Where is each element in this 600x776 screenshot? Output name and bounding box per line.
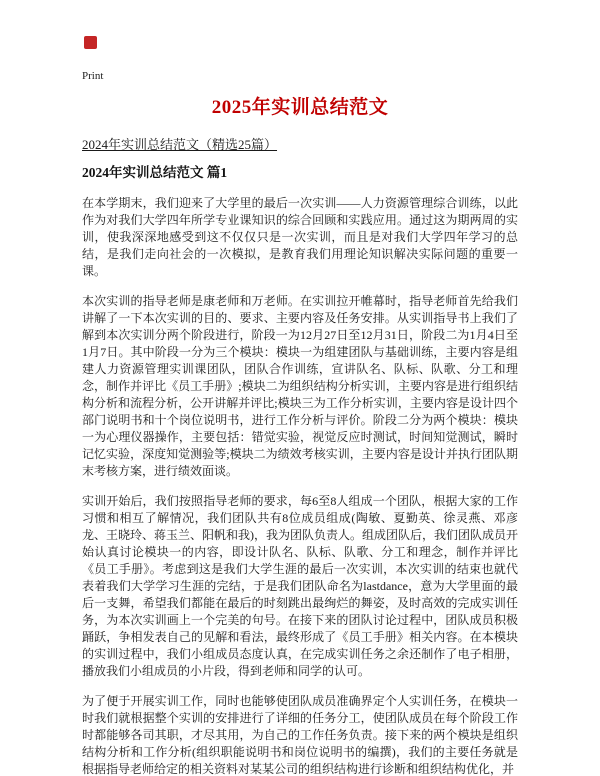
document-content	[82, 0, 518, 776]
subtitle-link[interactable]: 2024年实训总结范文（精选25篇）	[82, 137, 278, 152]
paragraph-schedule: 本次实训的指导老师是康老师和万老师。在实训拉开帷幕时，指导老师首先给我们讲解了一下本次实训的目的、要求、主要内容及任务安排。从实训指导书上我们了解到本次实训分两个阶段进行，阶段一为12月27日至12月31日，阶段二为1月4日至1月7日。其中阶段一分为三个模块：模块一为组建团队与基础训练，主要内容是组建人力资源管理实训课团队，团队合作训练，宣讲队名、队标、队歌、分工和理念，制作并评比《员工手册》;模块二为组织结构分析实训，主要内容是进行组织结构分析和流程分析，公开讲解并评比;模块三为工作分析实训，主要内容是设计四个部门说明书和十个岗位说明书，进行工作分析与评价。阶段二分为两个模块：模块一为心理仪器操作，主要包括：错觉实验，视觉反应时测试，时间知觉测试，瞬时记忆实验，深度知觉测验等;模块二为绩效考核实训，主要内容是设计并执行团队期末考核方案，进行绩效面谈。	[82, 294, 518, 478]
section-heading: 2024年实训总结范文 篇1	[82, 165, 228, 180]
page-title: 2025年实训总结范文	[211, 97, 389, 118]
paragraph-intro: 在本学期末，我们迎来了大学里的最后一次实训——人力资源管理综合训练，以此作为对我们大学四年所学专业课知识的综合回顾和实践应用。通过这为期两周的实训，使我深深地感受到这不仅仅只是一次实训，而且是对我们大学四年学习的总结，是我们走向社会的一次模拟，是教育我们用理论知识解决实际问题的重要一课。	[82, 196, 518, 278]
paragraph-team: 实训开始后，我们按照指导老师的要求，每6至8人组成一个团队，根据大家的工作习惯和相互了解情况，我们团队共有8位成员组成(陶敏、夏勤英、徐灵燕、邓彦龙、王晓玲、蒋玉兰、阳帆和我)，我为团队负责人。组成团队后，我们团队成员开始认真讨论模块一的内容，即设计队名、队标、队歌、分工和理念，制作并评比《员工手册》。考虑到这是我们大学生涯的最后一次实训，本次实训的结束也就代表着我们大学学习生涯的完结，于是我们团队命名为lastdance，意为大学里面的最后一支舞，希望我们都能在最后的时刻跳出最绚烂的舞姿，及时高效的完成实训任务，为本次实训画上一个完美的句号。在接下来的团队讨论过程中，团队成员积极踊跃，争相发表自己的见解和看法，最终形成了《员工手册》相关内容。在本模块的实训过程中，我们小组成员态度认真，在完成实训任务之余还制作了电子相册，播放我们小组成员的小片段，得到老师和同学的认可。	[82, 494, 518, 678]
paragraph-division: 为了便于开展实训工作，同时也能够使团队成员准确界定个人实训任务，在模块一时我们就根据整个实训的安排进行了详细的任务分工，使团队成员在每个阶段工作时都能够各司其职，才尽其用，为自己的工作任务负责。接下来的两个模块是组织结构分析和工作分析(组织职能说明书和岗位说明书的编撰)，我们的主要任务就是根据指导老师给定的相关资料对某某公司的组织结构进行诊断和组织结构优化，并	[82, 694, 518, 776]
print-link[interactable]: Print	[82, 70, 104, 82]
